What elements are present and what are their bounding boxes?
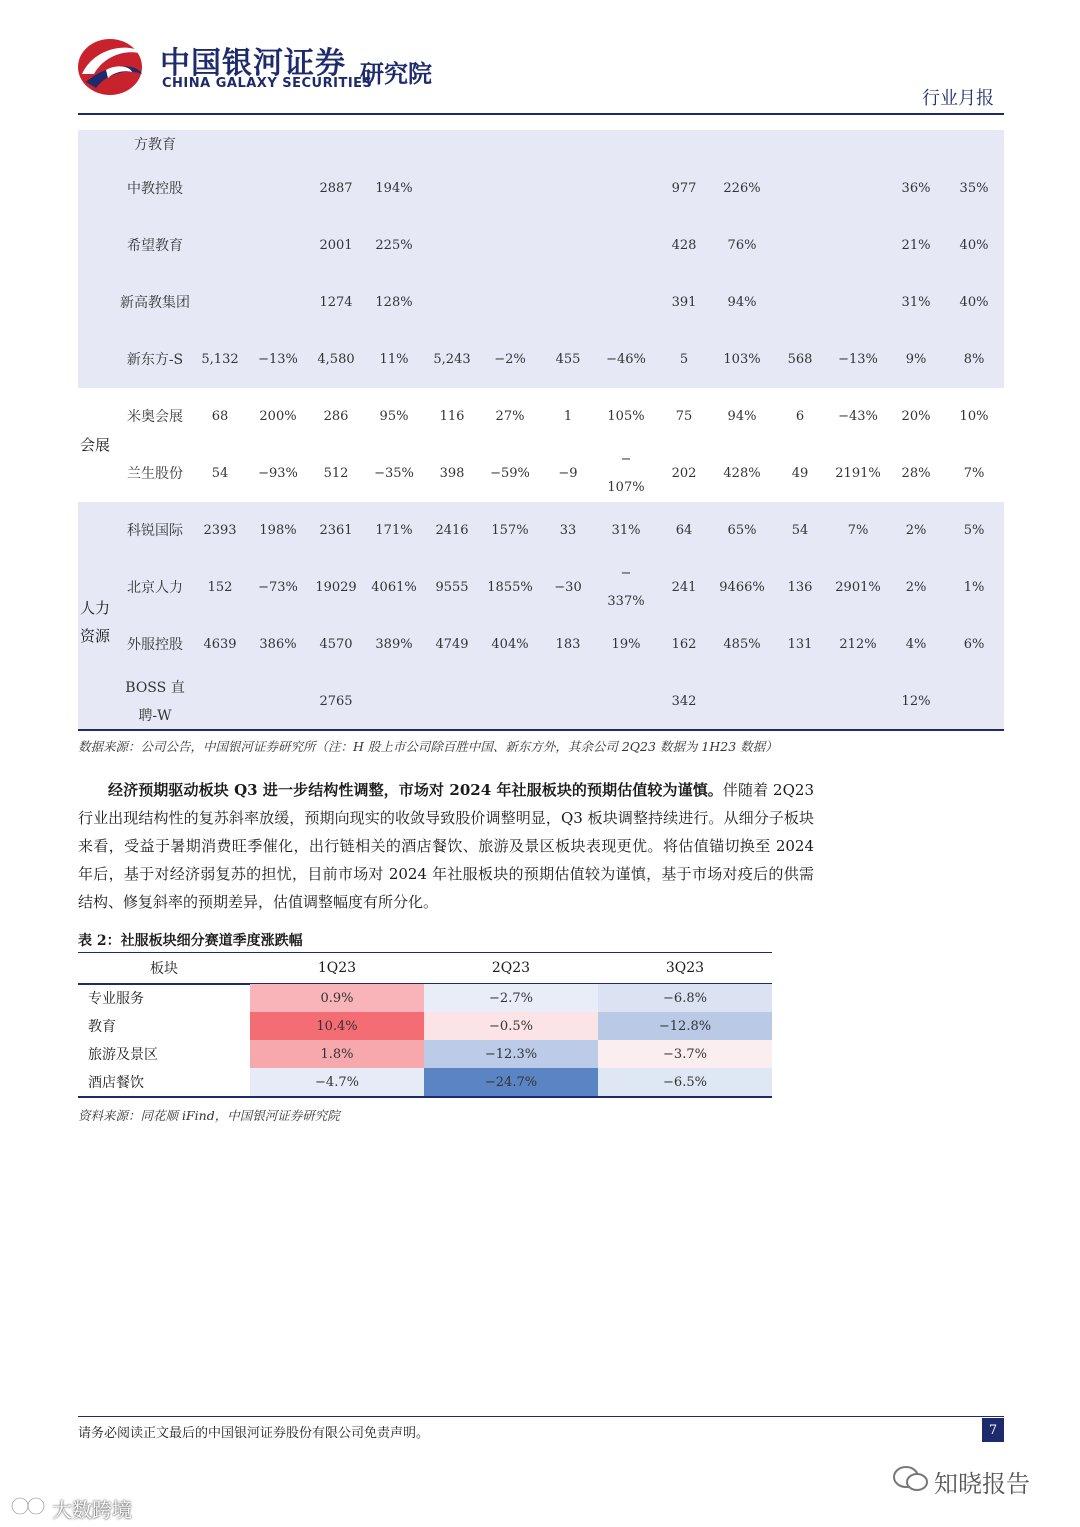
brand-name-cn: 中国银河证券 bbox=[160, 46, 346, 81]
table-cell: 9% bbox=[905, 351, 927, 367]
table-cell bbox=[539, 130, 597, 160]
galaxy-logo-icon bbox=[76, 34, 148, 98]
table-cell: 103% bbox=[723, 351, 761, 367]
table-row bbox=[78, 217, 1004, 274]
header-divider bbox=[78, 113, 1004, 115]
table-cell: 9555 bbox=[435, 579, 469, 595]
table-cell: 76% bbox=[727, 237, 757, 253]
table2-header-cell: 1Q23 bbox=[317, 960, 357, 976]
table-cell bbox=[829, 130, 887, 160]
table-cell bbox=[887, 130, 945, 160]
table-cell: 2191% bbox=[835, 465, 881, 481]
paragraph-lead: 经济预期驱动板块 Q3 进一步结构性调整，市场对 2024 年社服板块的预期估值较为谨慎。 bbox=[108, 781, 723, 799]
return-cell: −6.8% bbox=[598, 984, 772, 1012]
table-cell: − 337% bbox=[607, 565, 645, 609]
return-cell: −0.5% bbox=[424, 1012, 598, 1040]
table-cell bbox=[249, 130, 307, 160]
table-cell: 241 bbox=[671, 579, 697, 595]
segment-name: 酒店餐饮 bbox=[88, 1075, 144, 1091]
table2-header-cell: 2Q23 bbox=[491, 960, 531, 976]
watermark-right: 知晓报告 bbox=[934, 1470, 1030, 1498]
return-cell: −24.7% bbox=[424, 1068, 598, 1096]
company-name: 中教控股 bbox=[127, 180, 183, 197]
table-cell: 2001 bbox=[319, 237, 353, 253]
table-cell: 404% bbox=[491, 636, 529, 652]
table-cell: 27% bbox=[495, 408, 525, 424]
table-cell bbox=[771, 160, 829, 217]
table-cell: 20% bbox=[901, 408, 931, 424]
table-cell: 95% bbox=[379, 408, 409, 424]
table-cell: 40% bbox=[959, 237, 989, 253]
table-cell bbox=[481, 130, 539, 160]
table-row bbox=[78, 130, 1004, 160]
table-cell bbox=[771, 274, 829, 331]
table2-header-cell: 3Q23 bbox=[665, 960, 705, 976]
table-cell: 194% bbox=[375, 180, 413, 196]
table-cell: 64 bbox=[675, 522, 693, 538]
table-cell: 4639 bbox=[203, 636, 237, 652]
table-cell bbox=[597, 130, 655, 160]
table-row bbox=[78, 388, 1004, 445]
table-cell bbox=[249, 673, 307, 730]
table-row bbox=[78, 559, 1004, 616]
table-cell: 398 bbox=[439, 465, 465, 481]
table-cell: 2901% bbox=[835, 579, 881, 595]
watermark-left: 大数跨境 bbox=[52, 1498, 132, 1522]
table-cell: 183 bbox=[555, 636, 581, 652]
table-cell: 49 bbox=[791, 465, 809, 481]
table-cell: 5 bbox=[679, 351, 689, 367]
table-cell: 389% bbox=[375, 636, 413, 652]
table-cell: 2% bbox=[905, 522, 927, 538]
table-cell: 386% bbox=[259, 636, 297, 652]
table-cell bbox=[365, 130, 423, 160]
return-cell: 1.8% bbox=[250, 1040, 424, 1068]
table-cell: −93% bbox=[258, 465, 298, 481]
table-cell: 286 bbox=[323, 408, 349, 424]
table-cell bbox=[249, 217, 307, 274]
table-cell: 171% bbox=[375, 522, 413, 538]
table-cell: 28% bbox=[901, 465, 931, 481]
table-cell: −13% bbox=[258, 351, 298, 367]
table-cell bbox=[829, 160, 887, 217]
company-name: 希望教育 bbox=[127, 237, 183, 254]
table-cell: 212% bbox=[839, 636, 877, 652]
table-cell bbox=[423, 217, 481, 274]
table-cell: 7% bbox=[847, 522, 869, 538]
table-cell: −30 bbox=[554, 579, 582, 595]
return-cell: −4.7% bbox=[250, 1068, 424, 1096]
table-cell bbox=[481, 673, 539, 730]
table-cell bbox=[307, 130, 365, 160]
category-label: 人力资源 bbox=[79, 599, 110, 645]
table-cell bbox=[423, 274, 481, 331]
table-cell: 6% bbox=[963, 636, 985, 652]
return-cell: 10.4% bbox=[250, 1012, 424, 1040]
table-cell: 342 bbox=[671, 693, 697, 709]
table-cell bbox=[829, 217, 887, 274]
table-cell: −2% bbox=[494, 351, 526, 367]
table-cell bbox=[597, 274, 655, 331]
table-cell bbox=[713, 130, 771, 160]
table-cell: 19% bbox=[611, 636, 641, 652]
table-cell: 1855% bbox=[487, 579, 533, 595]
return-cell: −12.3% bbox=[424, 1040, 598, 1068]
company-name: BOSS 直聘-W bbox=[125, 679, 185, 724]
table-cell: 485% bbox=[723, 636, 761, 652]
table-cell: − 107% bbox=[607, 451, 645, 495]
table-cell: 2361 bbox=[319, 522, 353, 538]
table-cell: 136 bbox=[787, 579, 813, 595]
table1-source-note: 数据来源：公司公告，中国银河证券研究所（注：H 股上市公司除百胜中国、新东方外，其余公司 2Q23 数据为 1H23 数据） bbox=[78, 739, 778, 754]
table-cell: 12% bbox=[901, 693, 931, 709]
analysis-paragraph bbox=[78, 776, 814, 916]
table-cell bbox=[945, 130, 1003, 160]
table-cell bbox=[945, 673, 1003, 730]
table2-header-row bbox=[78, 952, 772, 985]
table-cell bbox=[191, 130, 249, 160]
table-cell bbox=[539, 160, 597, 217]
table-cell: 105% bbox=[607, 408, 645, 424]
table-cell bbox=[597, 217, 655, 274]
table-cell: 54 bbox=[211, 465, 229, 481]
paragraph-body: 伴随着 2Q23 行业出现结构性的复苏斜率放缓，预期向现实的收敛导致股价调整明显，Q3 板块调整持续进行。从细分子板块来看，受益于暑期消费旺季催化，出行链相关的酒店餐饮、旅游及景区板块表现更优。将估值锚切换至 2024 年后，基于对经济弱复苏的担忧，目前市场对 2024 年社服板块的预期估值较为谨慎，基于市场对疫后的供需结构、修复斜率的预期差异，估值调整幅度有所分化。 bbox=[78, 781, 814, 911]
company-name: 科锐国际 bbox=[127, 522, 183, 539]
table-cell: 2% bbox=[905, 579, 927, 595]
company-name: 新高教集团 bbox=[120, 294, 190, 311]
company-name: 新东方-S bbox=[126, 351, 184, 368]
table-cell: 4570 bbox=[319, 636, 353, 652]
table-cell: 512 bbox=[323, 465, 349, 481]
table-cell: 2393 bbox=[203, 522, 237, 538]
table-cell bbox=[191, 160, 249, 217]
table-cell bbox=[829, 274, 887, 331]
category-label: 会展 bbox=[79, 436, 110, 454]
table-cell: 131 bbox=[787, 636, 813, 652]
table-cell: −43% bbox=[838, 408, 878, 424]
table-cell: 1 bbox=[563, 408, 573, 424]
table-row bbox=[78, 673, 1004, 730]
table-cell: 202 bbox=[671, 465, 697, 481]
table-cell: 35% bbox=[959, 180, 989, 196]
table-row bbox=[78, 502, 1004, 559]
table-cell bbox=[481, 160, 539, 217]
report-type: 行业月报 bbox=[922, 88, 994, 109]
table-cell bbox=[539, 673, 597, 730]
return-cell: 0.9% bbox=[250, 984, 424, 1012]
table-cell: 5,243 bbox=[433, 351, 471, 367]
table-cell: 1% bbox=[963, 579, 985, 595]
table-row bbox=[78, 1040, 772, 1068]
table-cell bbox=[423, 160, 481, 217]
table-cell: 9466% bbox=[719, 579, 765, 595]
table-cell bbox=[423, 673, 481, 730]
institute-label: 研究院 bbox=[360, 60, 432, 88]
return-cell: −2.7% bbox=[424, 984, 598, 1012]
table-cell bbox=[481, 217, 539, 274]
table-cell bbox=[597, 160, 655, 217]
table-cell: 157% bbox=[491, 522, 529, 538]
table-cell: 7% bbox=[963, 465, 985, 481]
watermark-logo-icon bbox=[10, 1494, 50, 1518]
table-cell: 977 bbox=[671, 180, 697, 196]
table2-bottom-rule bbox=[78, 1096, 772, 1098]
company-name: 外服控股 bbox=[127, 636, 183, 653]
table-cell: 19029 bbox=[315, 579, 357, 595]
table-cell: 40% bbox=[959, 294, 989, 310]
table-row bbox=[78, 1012, 772, 1040]
table-cell: 4% bbox=[905, 636, 927, 652]
table-cell: −35% bbox=[374, 465, 414, 481]
table-cell: 11% bbox=[379, 351, 409, 367]
table-cell: 31% bbox=[901, 294, 931, 310]
table2-source-note: 资料来源：同花顺 iFind，中国银河证券研究院 bbox=[78, 1108, 340, 1123]
table-cell: 36% bbox=[901, 180, 931, 196]
table-cell: 200% bbox=[259, 408, 297, 424]
table-row bbox=[78, 331, 1004, 388]
company-name: 北京人力 bbox=[127, 579, 183, 596]
table-cell: 94% bbox=[727, 294, 757, 310]
table-cell bbox=[539, 274, 597, 331]
page-number: 7 bbox=[982, 1418, 1004, 1442]
table-row bbox=[78, 616, 1004, 673]
table-cell bbox=[365, 673, 423, 730]
table-cell: 6 bbox=[795, 408, 805, 424]
table-cell: −46% bbox=[606, 351, 646, 367]
table-cell: 428% bbox=[723, 465, 761, 481]
table-cell bbox=[829, 673, 887, 730]
table-cell: 10% bbox=[959, 408, 989, 424]
table-cell: 198% bbox=[259, 522, 297, 538]
table-cell: 75 bbox=[675, 408, 693, 424]
table-cell bbox=[191, 217, 249, 274]
table-cell bbox=[539, 217, 597, 274]
table-cell: 225% bbox=[375, 237, 413, 253]
table-cell bbox=[655, 130, 713, 160]
table-cell bbox=[713, 673, 771, 730]
brand-name-en: CHINA GALAXY SECURITIES bbox=[162, 76, 373, 91]
table-cell: 4061% bbox=[371, 579, 417, 595]
return-cell: −3.7% bbox=[598, 1040, 772, 1068]
table-cell: −73% bbox=[258, 579, 298, 595]
company-name: 方教育 bbox=[134, 137, 176, 153]
table-row bbox=[78, 984, 772, 1012]
table-row bbox=[78, 1068, 772, 1096]
wechat-icon bbox=[892, 1465, 930, 1493]
return-cell: −12.8% bbox=[598, 1012, 772, 1040]
table-cell: 2765 bbox=[319, 693, 353, 709]
footer-divider bbox=[78, 1416, 1004, 1417]
table-cell: 94% bbox=[727, 408, 757, 424]
disclaimer-text: 请务必阅读正文最后的中国银河证券股份有限公司免责声明。 bbox=[78, 1426, 430, 1441]
table-cell: 5% bbox=[963, 522, 985, 538]
return-cell: −6.5% bbox=[598, 1068, 772, 1096]
table-cell bbox=[423, 130, 481, 160]
table-cell bbox=[249, 274, 307, 331]
table-cell bbox=[191, 274, 249, 331]
table-cell bbox=[249, 160, 307, 217]
table1-bottom-rule bbox=[78, 729, 1004, 731]
table-cell: 428 bbox=[671, 237, 697, 253]
table-cell bbox=[481, 274, 539, 331]
table-cell bbox=[771, 217, 829, 274]
company-name: 米奥会展 bbox=[127, 408, 183, 425]
table-cell: 65% bbox=[727, 522, 757, 538]
table2-title: 表 2：社服板块细分赛道季度涨跌幅 bbox=[78, 933, 303, 949]
table-cell bbox=[597, 673, 655, 730]
segment-name: 旅游及景区 bbox=[88, 1047, 158, 1063]
table-cell: 162 bbox=[671, 636, 697, 652]
table-cell: 128% bbox=[375, 294, 413, 310]
table-cell bbox=[771, 673, 829, 730]
table-row bbox=[78, 160, 1004, 217]
table-cell: 152 bbox=[207, 579, 233, 595]
table-cell: 54 bbox=[791, 522, 809, 538]
table-cell: −13% bbox=[838, 351, 878, 367]
table-cell: −9 bbox=[558, 465, 578, 481]
table-cell: 21% bbox=[901, 237, 931, 253]
table-cell: 568 bbox=[787, 351, 813, 367]
table-cell: 33 bbox=[559, 522, 577, 538]
table-cell: −59% bbox=[490, 465, 530, 481]
table-row bbox=[78, 445, 1004, 502]
table-cell: 455 bbox=[555, 351, 581, 367]
table-cell: 68 bbox=[211, 408, 229, 424]
table-cell: 4,580 bbox=[317, 351, 355, 367]
segment-name: 专业服务 bbox=[88, 991, 144, 1007]
table-row bbox=[78, 274, 1004, 331]
table-cell: 226% bbox=[723, 180, 761, 196]
table-cell: 2416 bbox=[435, 522, 469, 538]
table-cell: 8% bbox=[963, 351, 985, 367]
company-name: 兰生股份 bbox=[127, 465, 183, 482]
table-cell: 4749 bbox=[435, 636, 469, 652]
table-cell: 5,132 bbox=[201, 351, 239, 367]
table-cell: 391 bbox=[671, 294, 697, 310]
table-cell bbox=[771, 130, 829, 160]
table-cell: 31% bbox=[611, 522, 641, 538]
table2-header-cell: 板块 bbox=[150, 961, 178, 977]
segment-name: 教育 bbox=[88, 1019, 116, 1035]
table-cell: 116 bbox=[439, 408, 465, 424]
table-cell: 1274 bbox=[319, 294, 353, 310]
table-cell bbox=[191, 673, 249, 730]
table-cell: 2887 bbox=[319, 180, 353, 196]
